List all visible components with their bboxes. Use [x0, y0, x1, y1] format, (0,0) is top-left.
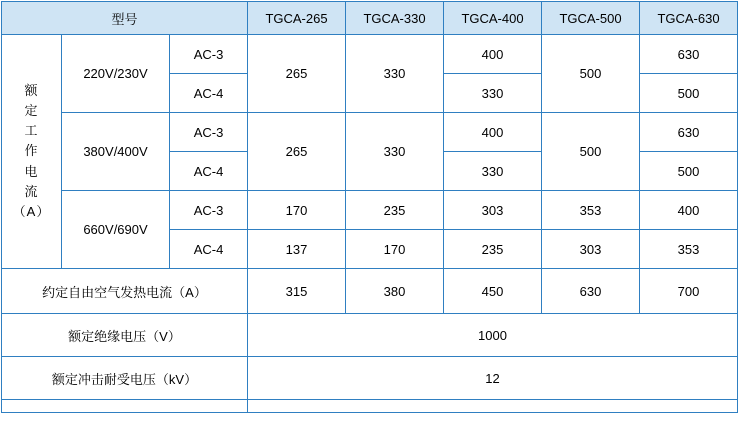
group-label-line-7: （A）	[12, 203, 51, 219]
value-660-ac3-tgca265: 170	[248, 191, 346, 230]
duty-label-ac3-220: AC-3	[170, 35, 248, 74]
voltage-label-220: 220V/230V	[62, 35, 170, 113]
voltage-label-380: 380V/400V	[62, 113, 170, 191]
table-row	[2, 113, 738, 152]
header-model-2: TGCA-330	[346, 2, 444, 35]
value-380-ac4-tgca630: 500	[640, 152, 738, 191]
duty-label-ac4-380: AC-4	[170, 152, 248, 191]
value-380-ac3-tgca400: 400	[444, 113, 542, 152]
group-label-line-4: 作	[24, 143, 39, 159]
value-220-tgca265: 265	[248, 35, 346, 113]
group-label-line-3: 工	[24, 123, 39, 139]
thermal-tgca265: 315	[248, 269, 346, 314]
value-660-ac3-tgca630: 400	[640, 191, 738, 230]
thermal-current-label: 约定自由空气发热电流（A）	[2, 269, 248, 314]
table-row	[2, 314, 738, 357]
table-header	[2, 2, 738, 35]
partial-label-cell	[2, 400, 248, 413]
impulse-voltage-value: 12	[248, 357, 738, 400]
value-660-ac3-tgca400: 303	[444, 191, 542, 230]
specification-table	[1, 1, 738, 413]
thermal-tgca630: 700	[640, 269, 738, 314]
table-row	[2, 35, 738, 74]
duty-label-ac3-660: AC-3	[170, 191, 248, 230]
header-model-1: TGCA-265	[248, 2, 346, 35]
value-380-tgca265: 265	[248, 113, 346, 191]
partial-value-cell	[248, 400, 738, 413]
table-body	[2, 35, 738, 413]
table-row	[2, 269, 738, 314]
duty-label-ac3-380: AC-3	[170, 113, 248, 152]
table-row	[2, 191, 738, 230]
insulation-voltage-value: 1000	[248, 314, 738, 357]
value-660-ac4-tgca500: 303	[542, 230, 640, 269]
value-220-ac3-tgca630: 630	[640, 35, 738, 74]
thermal-tgca400: 450	[444, 269, 542, 314]
header-row	[2, 2, 738, 35]
header-model-3: TGCA-400	[444, 2, 542, 35]
group-label-line-5: 电	[24, 163, 39, 179]
header-model-5: TGCA-630	[640, 2, 738, 35]
table-row	[2, 357, 738, 400]
value-660-ac3-tgca500: 353	[542, 191, 640, 230]
value-220-ac4-tgca400: 330	[444, 74, 542, 113]
header-model-label: 型号	[2, 2, 248, 35]
insulation-voltage-label: 额定绝缘电压（V）	[2, 314, 248, 357]
header-model-4: TGCA-500	[542, 2, 640, 35]
impulse-voltage-label: 额定冲击耐受电压（kV）	[2, 357, 248, 400]
thermal-tgca500: 630	[542, 269, 640, 314]
value-660-ac3-tgca330: 235	[346, 191, 444, 230]
value-220-ac4-tgca630: 500	[640, 74, 738, 113]
value-660-ac4-tgca265: 137	[248, 230, 346, 269]
value-220-ac3-tgca400: 400	[444, 35, 542, 74]
value-220-tgca500: 500	[542, 35, 640, 113]
value-220-tgca330: 330	[346, 35, 444, 113]
thermal-tgca330: 380	[346, 269, 444, 314]
rated-current-group-label	[2, 35, 62, 269]
duty-label-ac4-660: AC-4	[170, 230, 248, 269]
group-label-line-1: 额	[24, 83, 39, 98]
value-660-ac4-tgca330: 170	[346, 230, 444, 269]
value-380-tgca330: 330	[346, 113, 444, 191]
value-660-ac4-tgca630: 353	[640, 230, 738, 269]
group-label-line-6: 流	[24, 183, 39, 199]
duty-label-ac4-220: AC-4	[170, 74, 248, 113]
value-380-tgca500: 500	[542, 113, 640, 191]
value-380-ac4-tgca400: 330	[444, 152, 542, 191]
value-380-ac3-tgca630: 630	[640, 113, 738, 152]
table-row-partial	[2, 400, 738, 413]
group-label-line-2: 定	[24, 103, 39, 119]
value-660-ac4-tgca400: 235	[444, 230, 542, 269]
voltage-label-660: 660V/690V	[62, 191, 170, 269]
